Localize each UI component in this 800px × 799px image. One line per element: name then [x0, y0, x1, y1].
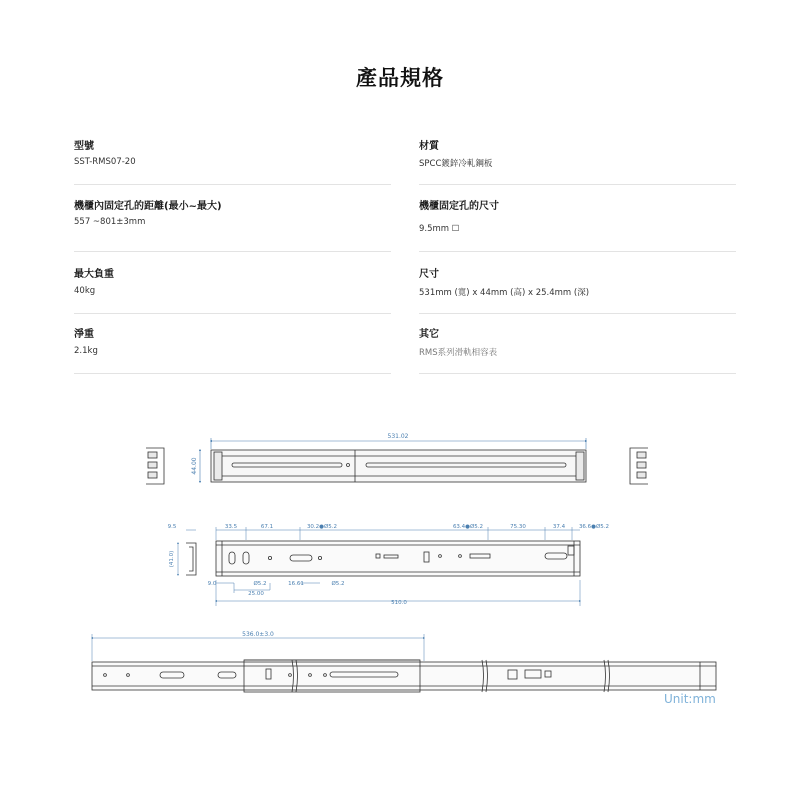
dim-length-top: 531.02	[387, 433, 409, 440]
dim-510-0: 510.0	[391, 600, 407, 606]
unit-label: Unit:mm	[664, 692, 716, 706]
spec-hole-size	[419, 197, 736, 252]
spec-net-weight-label: 淨重	[74, 329, 94, 340]
left-bracket-icon	[146, 448, 164, 484]
dim-36-6: 36.6●Ø5.2	[578, 524, 610, 530]
side-view	[186, 541, 580, 576]
spec-hole-distance-label: 機櫃內固定孔的距離(最小~最大)	[74, 201, 222, 212]
spec-hole-size-label: 機櫃固定孔的尺寸	[419, 201, 499, 212]
dim-63-4: 63.4●Ø5.2	[452, 524, 484, 530]
dim-41-0: (41.0)	[169, 550, 175, 568]
dim-9-0: 9.0	[207, 581, 217, 587]
spec-net-weight-value: 2.1kg	[74, 346, 98, 356]
dim-536-0: 536.0±3.0	[242, 631, 274, 638]
spec-max-load-label: 最大負重	[74, 269, 114, 280]
spec-other-label: 其它	[419, 329, 439, 340]
spec-dimensions	[419, 265, 736, 314]
dim-phi-5-2-a: Ø5.2	[253, 581, 267, 587]
spec-max-load	[74, 265, 391, 314]
spec-dimensions-value: 531mm (寬) x 44mm (高) x 25.4mm (深)	[419, 288, 590, 298]
spec-net-weight	[74, 325, 391, 374]
dim-75-30: 75.30	[510, 524, 526, 530]
spec-hole-distance-value: 557 ~801±3mm	[74, 217, 146, 227]
spec-other-value: RMS系列滑軌相容表	[419, 348, 498, 358]
spec-max-load-value: 40kg	[74, 286, 96, 296]
dim-37-4: 37.4	[552, 524, 566, 530]
spec-material-value: SPCC鍍鋅冷軋鋼板	[419, 159, 493, 169]
dim-30-2: 30.2●Ø5.2	[306, 524, 338, 530]
top-view	[146, 448, 648, 484]
extended-view-dimensions	[92, 634, 424, 661]
spec-material	[419, 137, 736, 185]
page-title: 產品規格	[356, 66, 444, 90]
dim-9-5: 9.5	[167, 524, 177, 530]
spec-model-label: 型號	[74, 141, 94, 152]
spec-model	[74, 137, 391, 185]
rail-technical-drawing	[0, 400, 800, 730]
spec-dimensions-label: 尺寸	[419, 269, 439, 280]
spec-model-value: SST-RMS07-20	[74, 157, 136, 167]
spec-material-label: 材質	[419, 141, 439, 152]
dim-25-00: 25.00	[248, 591, 264, 597]
dim-33-5: 33.5	[224, 524, 238, 530]
dim-16-61: 16.61	[288, 581, 304, 587]
spec-hole-distance	[74, 197, 391, 252]
dim-67-1: 67.1	[260, 524, 274, 530]
extended-view	[92, 660, 716, 692]
dim-height-top: 44.00	[191, 457, 198, 475]
spec-other	[419, 325, 736, 374]
dim-phi-5-2-b: Ø5.2	[331, 581, 345, 587]
spec-hole-size-value: 9.5mm ☐	[419, 224, 460, 234]
right-bracket-icon	[630, 448, 648, 484]
